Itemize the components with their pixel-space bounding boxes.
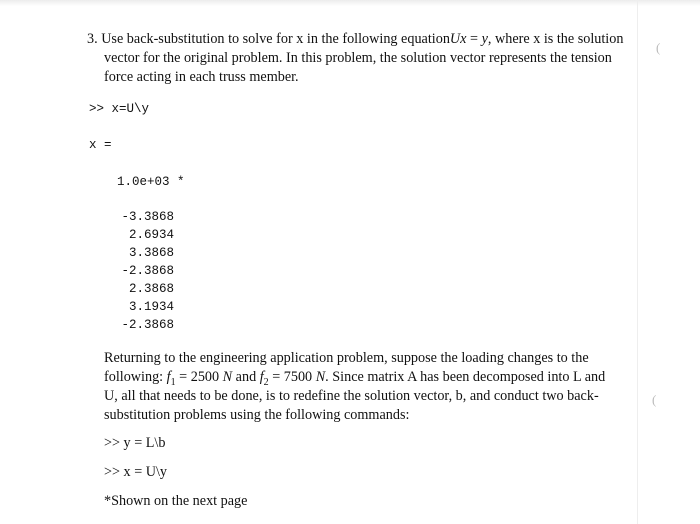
followup-line-4: substitution problems using the following commands: — [104, 407, 410, 423]
margin-rule — [637, 0, 638, 524]
followup-line-2: following: $f_1 = 2500$ N and $f_2 = 7500$ N. Since matrix A has been decomposed into L and — [104, 369, 606, 388]
equation-rhs: y — [481, 31, 488, 47]
x-value: -2.3868 — [121, 264, 174, 278]
command-y: >> y = L\b — [104, 435, 166, 451]
f1-symbol: f — [166, 369, 171, 385]
margin-paren-top: ( — [656, 40, 661, 55]
f2-subscript: 2 — [263, 376, 269, 388]
problem-line-2: vector for the original problem. In this problem, the solution vector represents the tension — [104, 50, 612, 66]
problem-text: Use back-substitution to solve for x in the following equation — [101, 31, 450, 47]
x-value: 3.1934 — [128, 300, 174, 314]
matlab-output-label: x = — [89, 138, 112, 152]
page-top-edge — [0, 0, 700, 6]
matlab-command: >> x=U\y — [89, 102, 150, 116]
command-x: >> x = U\y — [104, 464, 168, 480]
f2-symbol: f — [259, 369, 264, 385]
unit-newton: N — [315, 369, 326, 385]
margin-paren-bottom: ( — [652, 392, 657, 407]
x-value: 2.3868 — [128, 282, 174, 296]
f1-subscript: 1 — [170, 376, 176, 388]
problem-line-1: 3. Use back-substitution to solve for x in the following equationUx = y, where x is the solution — [87, 31, 624, 47]
x-value: 2.6934 — [128, 228, 174, 242]
problem-text-suffix: , where x is the solution — [487, 31, 624, 47]
footnote: *Shown on the next page — [104, 493, 248, 509]
problem-number: 3. — [87, 31, 98, 47]
x-value: -3.3868 — [121, 210, 174, 224]
unit-newton: N — [222, 369, 233, 385]
followup-line-1: Returning to the engineering application problem, suppose the loading changes to the — [104, 350, 589, 366]
equation-lhs: Ux — [449, 31, 467, 47]
matlab-scale-factor: 1.0e+03 * — [117, 175, 185, 189]
followup-line-3: U, all that needs to be done, is to redefine the solution vector, b, and conduct two back- — [104, 388, 599, 404]
x-value: 3.3868 — [128, 246, 174, 260]
problem-line-3: force acting in each truss member. — [104, 69, 299, 85]
x-value: -2.3868 — [121, 318, 174, 332]
